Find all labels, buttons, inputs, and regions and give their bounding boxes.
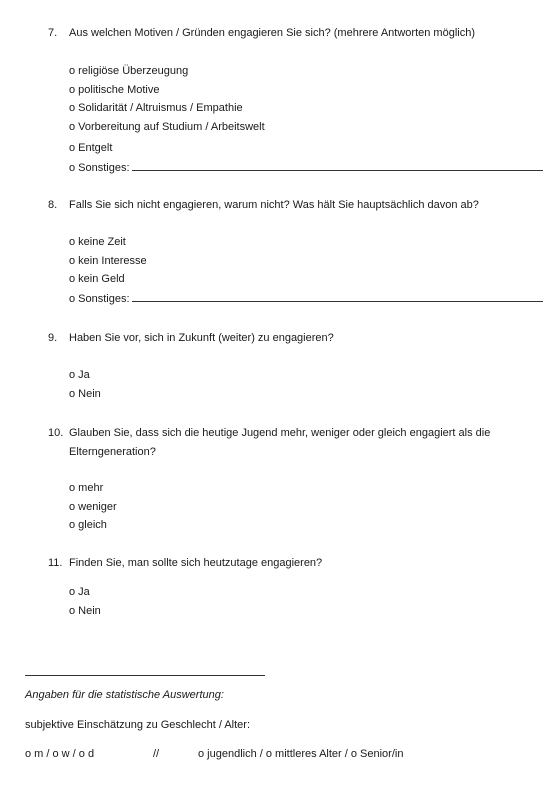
- q9-option-no[interactable]: o Nein: [69, 388, 101, 400]
- q8-option-other[interactable]: [69, 292, 543, 305]
- q8-option-no-money[interactable]: o kein Geld: [69, 273, 125, 285]
- question-11-text: Finden Sie, man sollte sich heutzutage engagieren?: [69, 557, 323, 569]
- q8-option-no-time[interactable]: o keine Zeit: [69, 236, 126, 248]
- question-8-text: Falls Sie sich nicht engagieren, warum nicht? Was hält Sie hauptsächlich davon ab?: [69, 199, 479, 211]
- q10-option-less[interactable]: o weniger: [69, 501, 117, 513]
- q11-option-no[interactable]: o Nein: [69, 605, 101, 617]
- q11-option-yes[interactable]: o Ja: [69, 586, 90, 598]
- question-9-text: Haben Sie vor, sich in Zukunft (weiter) zu engagieren?: [69, 332, 334, 344]
- question-8-number: 8.: [48, 199, 58, 211]
- q7-option-other-label: o Sonstiges:: [69, 162, 130, 174]
- question-7-number: 7.: [48, 27, 58, 39]
- question-10-text-line1: Glauben Sie, dass sich die heutige Jugend mehr, weniger oder gleich engagiert als die: [69, 427, 491, 439]
- gender-options[interactable]: o m / o w / o d: [25, 748, 95, 760]
- q8-other-blank-line[interactable]: [132, 292, 543, 302]
- q7-option-other[interactable]: [69, 161, 543, 174]
- q8-option-other-label: o Sonstiges:: [69, 293, 130, 305]
- q7-option-preparation[interactable]: o Vorbereitung auf Studium / Arbeitswelt: [69, 121, 265, 133]
- statistics-heading: Angaben für die statistische Auswertung:: [25, 689, 224, 701]
- q7-other-blank-line[interactable]: [132, 161, 543, 171]
- question-7-text: Aus welchen Motiven / Gründen engagieren Sie sich? (mehrere Antworten möglich): [69, 27, 475, 39]
- q8-option-no-interest[interactable]: o kein Interesse: [69, 255, 147, 267]
- question-10-number: 10.: [48, 427, 64, 439]
- q7-option-solidarity[interactable]: o Solidarität / Altruismus / Empathie: [69, 102, 243, 114]
- q7-option-payment[interactable]: o Entgelt: [69, 142, 113, 154]
- footer-divider: [25, 675, 265, 676]
- age-options[interactable]: o jugendlich / o mittleres Alter / o Senior/in: [198, 748, 404, 760]
- q10-option-same[interactable]: o gleich: [69, 519, 107, 531]
- options-separator: //: [153, 748, 160, 760]
- q9-option-yes[interactable]: o Ja: [69, 369, 90, 381]
- question-9-number: 9.: [48, 332, 58, 344]
- question-11-number: 11.: [48, 557, 63, 569]
- q7-option-political[interactable]: o politische Motive: [69, 84, 160, 96]
- q7-option-religious[interactable]: o religiöse Überzeugung: [69, 65, 189, 77]
- q10-option-more[interactable]: o mehr: [69, 482, 104, 494]
- question-10-text-line2: Elterngeneration?: [69, 446, 156, 458]
- self-assessment-label: subjektive Einschätzung zu Geschlecht / Alter:: [25, 719, 251, 731]
